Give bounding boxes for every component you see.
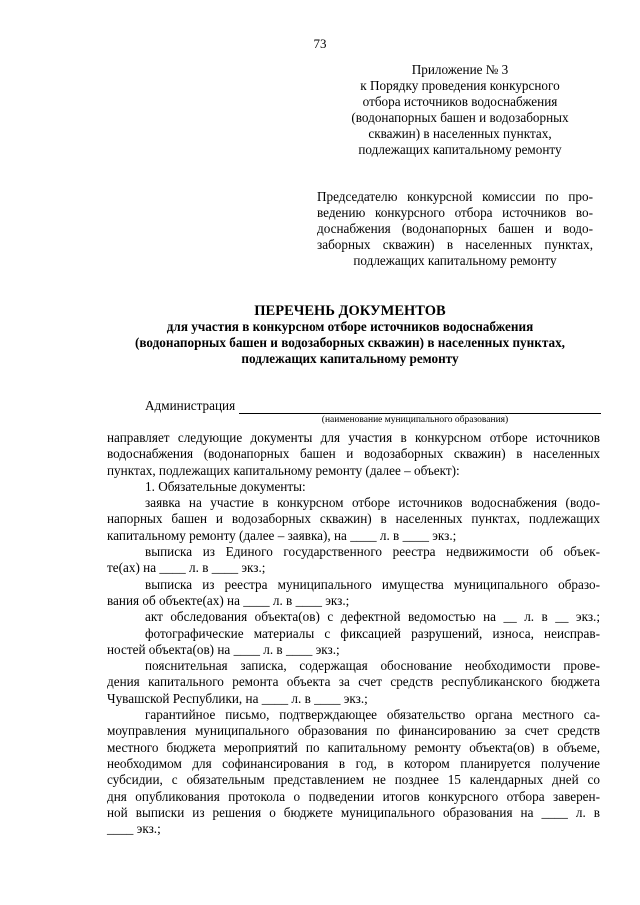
list-item	[107, 626, 600, 659]
list-item	[107, 658, 600, 707]
list-item	[107, 577, 600, 610]
text-line: фотографические материалы с фиксацией разрушений, износа, неисправ-	[145, 625, 600, 641]
appendix-line: к Порядку проведения конкурсного	[360, 78, 560, 93]
appendix-line: отбора источников водоснабжения	[362, 94, 558, 109]
document-title	[100, 303, 600, 367]
title-main: ПЕРЕЧЕНЬ ДОКУМЕНТОВ	[254, 303, 446, 319]
administration-caption: (наименование муниципального образования)	[321, 415, 509, 425]
addressee-line: заборных скважин) в населенных пунктах,	[317, 237, 593, 252]
text-line: моуправления муниципального образования по финансированию за счет средств	[107, 723, 600, 739]
text-line: гарантийное письмо, подтверждающее обязательство органа местного са-	[145, 707, 600, 723]
text-line: выписка из Единого государственного реестра недвижимости об объек-	[145, 544, 600, 560]
document-body	[107, 430, 600, 837]
text-line: вания об объекте(ах) на ____ л. в ____ экз.;	[107, 592, 350, 608]
text-line: ностей объекта(ов) на ____ л. в ____ экз.;	[107, 641, 340, 657]
text-line: Чувашской Республики, на ____ л. в ____ экз.;	[107, 690, 368, 706]
text-line: водоснабжения (водонапорных башен и водозаборных скважин) в населенных	[107, 446, 600, 462]
text-line: направляет следующие документы для участия в конкурсном отборе источников	[107, 430, 600, 445]
list-item	[107, 544, 600, 577]
text-line: ____ экз.;	[107, 821, 161, 837]
text-line: дня опубликования протокола о подведении итогов конкурсного отбора заверен-	[107, 788, 600, 804]
text-line: субсидии, с обязательным представлением не позднее 15 календарных дней со	[107, 772, 600, 788]
title-line: подлежащих капитальному ремонту	[241, 351, 459, 366]
list-item	[107, 609, 600, 625]
addressee-block	[317, 189, 593, 269]
text-line: капитальному ремонту (далее – заявка), на ____ л. в ____ экз.;	[107, 527, 457, 543]
administration-blank	[239, 400, 601, 414]
appendix-line: Приложение № 3	[411, 62, 509, 77]
text-line: необходимом для софинансирования в год, в котором планируется получение	[107, 755, 600, 771]
addressee-line: подлежащих капитальному ремонту	[353, 253, 557, 268]
text-line: ной выписки из решения о бюджете муниципального образования на ____ л. в	[107, 804, 600, 820]
administration-label: Администрация	[145, 398, 236, 413]
text-line: дения капитального ремонта объекта за счет средств республиканского бюджета	[107, 674, 600, 690]
text-line: пунктах, подлежащих капитальному ремонту (далее – объект):	[107, 462, 460, 478]
text-line: те(ах) на ____ л. в ____ экз.;	[107, 560, 266, 576]
text-line: выписка из реестра муниципального имущества муниципального образо-	[145, 576, 600, 592]
addressee-line: Председателю конкурсной комиссии по про-	[317, 189, 593, 204]
text-line: заявка на участие в конкурсном отборе источников водоснабжения (водо-	[145, 495, 600, 511]
text-line: напорных башен и водозаборных скважин) в населенных пунктах, подлежащих	[107, 511, 600, 527]
addressee-line: ведению конкурсного отбора источников во-	[317, 205, 593, 220]
list-item	[107, 495, 600, 544]
title-line: (водонапорных башен и водозаборных скважин) в населенных пунктах,	[135, 335, 565, 350]
appendix-line: скважин) в населенных пунктах,	[368, 126, 552, 141]
appendix-heading	[330, 62, 590, 158]
intro-paragraph	[107, 430, 600, 479]
administration-field	[145, 398, 601, 414]
page-number: 73	[313, 36, 327, 51]
text-line: местного бюджета мероприятий по капитальному ремонту объекта(ов) в объеме,	[107, 739, 600, 755]
appendix-line: (водонапорных башен и водозаборных	[351, 110, 569, 125]
list-item	[107, 707, 600, 837]
text-line: акт обследования объекта(ов) с дефектной ведомостью на __ л. в __ экз.;	[145, 609, 600, 625]
appendix-line: подлежащих капитальному ремонту	[358, 142, 562, 157]
text-line: пояснительная записка, содержащая обоснование необходимости прове-	[145, 658, 600, 674]
title-line: для участия в конкурсном отборе источников водоснабжения	[166, 319, 534, 334]
addressee-line: доснабжения (водонапорных башен и водо-	[317, 221, 593, 236]
section-heading: 1. Обязательные документы:	[145, 478, 306, 494]
